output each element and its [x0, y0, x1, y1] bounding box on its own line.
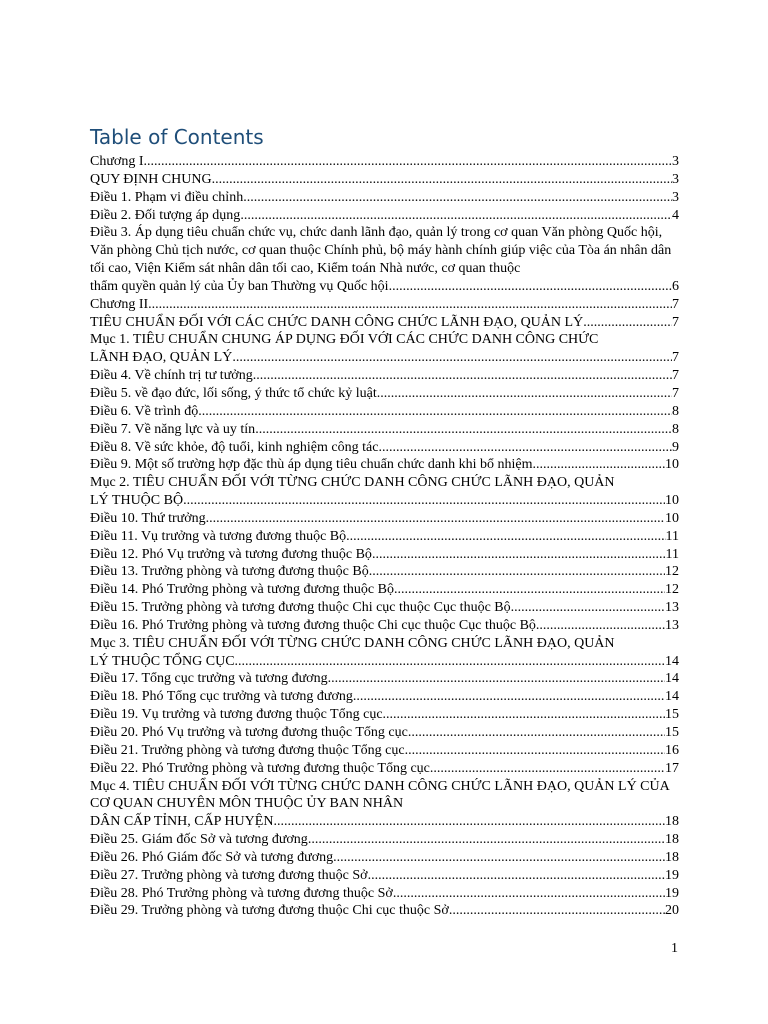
toc-entry-title: Chương I [90, 154, 144, 169]
toc-entry-text: Mục 1. TIÊU CHUẨN CHUNG ÁP DỤNG ĐỐI VỚI CÁC CHỨC DANH CÔNG CHỨC [90, 332, 599, 348]
toc-page-number: 11 [665, 546, 679, 562]
toc-page-number: 7 [672, 296, 679, 312]
toc-leader-dots [369, 563, 665, 581]
toc-entry[interactable] [90, 724, 679, 742]
toc-entry-title: Điều 25. Giám đốc Sở và tương đương [90, 832, 308, 848]
toc-entry-title: Điều 6. Về trình độ [90, 403, 199, 419]
toc-page-number: 19 [665, 867, 679, 883]
toc-leader-dots [206, 510, 665, 528]
toc-page-number: 15 [665, 725, 679, 740]
toc-entry-title: Điều 20. Phó Vụ trưởng và tương đương thuộc Tổng cục [90, 725, 408, 740]
toc-leader-dots [353, 688, 665, 706]
toc-entry[interactable] [90, 546, 679, 564]
toc-leader-dots [372, 546, 666, 564]
toc-entry[interactable] [90, 635, 679, 671]
toc-leader-dots [183, 492, 665, 510]
toc-leader-dots [394, 581, 665, 599]
toc-page-number: 12 [665, 564, 679, 580]
toc-leader-dots [198, 403, 672, 421]
toc-entry[interactable] [90, 153, 679, 171]
toc-leader-dots [232, 349, 672, 367]
toc-page-number: 4 [672, 207, 679, 223]
toc-leader-dots [378, 439, 672, 457]
toc-entry-title: Điều 28. Phó Trưởng phòng và tương đương thuộc Sở [90, 885, 393, 901]
toc-entry-title: Điều 5. về đạo đức, lối sống, ý thức tổ chức kỷ luật [90, 385, 377, 401]
toc-entry-title: Điều 16. Phó Trưởng phòng và tương đương thuộc Chi cục thuộc Cục thuộc Bộ [90, 617, 536, 633]
toc-page-number: 7 [672, 350, 679, 366]
toc-entry[interactable] [90, 510, 679, 528]
toc-entry[interactable] [90, 224, 679, 295]
toc-entry-title: Điều 18. Phó Tổng cục trưởng và tương đương [90, 689, 353, 705]
toc-leader-dots [273, 813, 665, 831]
toc-page-number: 11 [665, 528, 679, 544]
toc-entry-title: Điều 11. Vụ trưởng và tương đương thuộc Bộ [90, 528, 347, 544]
toc-page-number: 3 [672, 154, 679, 169]
toc-page-number: 10 [665, 510, 679, 526]
toc-entry-title: Điều 14. Phó Trưởng phòng và tương đương thuộc Bộ [90, 582, 394, 598]
toc-entry-title: Điều 27. Trưởng phòng và tương đương thuộc Sở [90, 867, 368, 883]
toc-leader-dots [511, 599, 665, 617]
toc-page-number: 13 [665, 617, 679, 633]
toc-entry-title: LÃNH ĐẠO, QUẢN LÝ [90, 350, 233, 366]
toc-entry-title: LÝ THUỘC TỔNG CỤC [90, 653, 235, 669]
toc-page-number: 8 [672, 421, 679, 437]
toc-entry[interactable] [90, 617, 679, 635]
toc-entry-title: DÂN CẤP TỈNH, CẤP HUYỆN [90, 814, 274, 830]
toc-entry-title: thẩm quyền quản lý của Ủy ban Thường vụ Quốc hội [90, 278, 389, 294]
toc-leader-dots [383, 706, 665, 724]
toc-entry-text: Mục 3. TIÊU CHUẨN ĐỐI VỚI TỪNG CHỨC DANH CÔNG CHỨC LÃNH ĐẠO, QUẢN [90, 635, 615, 651]
toc-page-number: 14 [665, 671, 679, 687]
toc-entry-title: Điều 19. Vụ trưởng và tương đương thuộc Tổng cục [90, 707, 383, 723]
toc-leader-dots [144, 153, 673, 171]
toc-entry[interactable] [90, 385, 679, 403]
toc-entry[interactable] [90, 296, 679, 314]
toc-page-number: 17 [665, 760, 679, 776]
toc-entry[interactable] [90, 831, 679, 849]
toc-entry[interactable] [90, 403, 679, 421]
toc-entry-title: Điều 15. Trưởng phòng và tương đương thuộc Chi cục thuộc Cục thuộc Bộ [90, 600, 511, 616]
toc-leader-dots [346, 528, 665, 546]
toc-page-number: 10 [665, 457, 679, 473]
toc-entry[interactable] [90, 688, 679, 706]
toc-page-number: 7 [672, 385, 679, 401]
toc-leader-dots [253, 367, 672, 385]
toc-entry-title: LÝ THUỘC BỘ [90, 493, 184, 509]
toc-page-number: 15 [665, 707, 679, 723]
toc-entry-title: Chương II [90, 296, 149, 312]
toc-entry[interactable] [90, 421, 679, 439]
toc-leader-dots [240, 207, 672, 225]
toc-entry[interactable] [90, 207, 679, 225]
toc-leader-dots [243, 189, 672, 207]
toc-page-number: 19 [665, 885, 679, 901]
toc-page-number: 18 [665, 814, 679, 830]
toc-entry[interactable] [90, 439, 679, 457]
toc-page-number: 9 [672, 439, 679, 455]
toc-entry[interactable] [90, 528, 679, 546]
toc-entry-text: Điều 3. Áp dụng tiêu chuẩn chức vụ, chức danh lãnh đạo, quản lý trong cơ quan Văn phòng Quốc hội, Văn phòng Chủ tịch nước, cơ quan thuộc Chính phủ, bộ máy hành chính giúp việc của Tòa án nhân dân tối cao, Viện Kiểm sát nhân dân tối cao, Kiểm toán Nhà nước, cơ quan thuộc [90, 225, 672, 277]
toc-leader-dots [212, 171, 672, 189]
toc-leader-dots [255, 421, 672, 439]
toc-page-number: 7 [672, 314, 679, 330]
toc-entry-title: Điều 10. Thứ trưởng [90, 510, 206, 526]
toc-leader-dots [389, 278, 672, 296]
toc-entry[interactable] [90, 314, 679, 332]
toc-list [90, 153, 679, 920]
toc-leader-dots [148, 296, 672, 314]
toc-leader-dots [408, 724, 665, 742]
toc-page-number: 16 [665, 742, 679, 758]
toc-entry[interactable] [90, 849, 679, 867]
toc-leader-dots [449, 902, 665, 920]
page-number: 1 [671, 941, 678, 956]
toc-page-number: 3 [672, 189, 679, 205]
toc-entry-title: TIÊU CHUẨN ĐỐI VỚI CÁC CHỨC DANH CÔNG CHỨC LÃNH ĐẠO, QUẢN LÝ [90, 314, 584, 330]
toc-leader-dots [393, 885, 665, 903]
toc-page-number: 20 [665, 903, 679, 919]
toc-leader-dots [405, 742, 665, 760]
toc-entry-title: Điều 29. Trưởng phòng và tương đương thuộc Chi cục thuộc Sở [90, 903, 449, 919]
toc-page-number: 12 [665, 582, 679, 598]
toc-entry-title: Điều 22. Phó Trưởng phòng và tương đương thuộc Tổng cục [90, 760, 430, 776]
toc-entry[interactable] [90, 331, 679, 367]
toc-page-number: 3 [672, 171, 679, 187]
toc-leader-dots [430, 760, 665, 778]
toc-entry-title: Điều 21. Trưởng phòng và tương đương thuộc Tổng cục [90, 742, 405, 758]
toc-leader-dots [308, 831, 665, 849]
toc-leader-dots [333, 849, 665, 867]
toc-leader-dots [377, 385, 672, 403]
toc-entry[interactable] [90, 189, 679, 207]
toc-page-number: 13 [665, 600, 679, 616]
toc-entry[interactable] [90, 902, 679, 920]
toc-entry[interactable] [90, 670, 679, 688]
toc-entry-title: Điều 7. Về năng lực và uy tín [90, 421, 256, 437]
toc-entry[interactable] [90, 367, 679, 385]
toc-entry-title: Điều 17. Tổng cục trưởng và tương đương [90, 671, 328, 687]
toc-entry-title: QUY ĐỊNH CHUNG [90, 171, 212, 187]
toc-entry[interactable] [90, 760, 679, 778]
toc-entry-title: Điều 1. Phạm vi điều chỉnh [90, 189, 244, 205]
toc-entry[interactable] [90, 599, 679, 617]
toc-entry[interactable] [90, 885, 679, 903]
toc-entry-title: Điều 13. Trưởng phòng và tương đương thuộc Bộ [90, 564, 369, 580]
toc-page-number: 10 [665, 493, 679, 509]
toc-leader-dots [583, 314, 672, 332]
toc-leader-dots [368, 867, 665, 885]
toc-entry[interactable] [90, 778, 679, 832]
toc-leader-dots [328, 670, 665, 688]
toc-title: Table of Contents [90, 125, 264, 149]
toc-page-number: 6 [672, 278, 679, 294]
toc-entry[interactable] [90, 742, 679, 760]
toc-entry[interactable] [90, 171, 679, 189]
toc-entry[interactable] [90, 867, 679, 885]
toc-entry-text: Mục 4. TIÊU CHUẨN ĐỐI VỚI TỪNG CHỨC DANH CÔNG CHỨC LÃNH ĐẠO, QUẢN LÝ CỦA CƠ QUAN CHUYÊN MÔN THUỘC ỦY BAN NHÂN [90, 778, 669, 812]
toc-entry-title: Điều 26. Phó Giám đốc Sở và tương đương [90, 849, 334, 865]
toc-entry[interactable] [90, 563, 679, 581]
toc-entry[interactable] [90, 581, 679, 599]
toc-entry-title: Điều 8. Về sức khỏe, độ tuổi, kinh nghiệm công tác [90, 439, 379, 455]
toc-page-number: 18 [665, 849, 679, 865]
toc-page-number: 18 [665, 832, 679, 848]
toc-entry[interactable] [90, 474, 679, 510]
toc-entry-title: Điều 9. Một số trường hợp đặc thù áp dụng tiêu chuẩn chức danh khi bổ nhiệm [90, 457, 533, 473]
toc-entry-title: Điều 4. Về chính trị tư tưởng [90, 368, 253, 384]
toc-leader-dots [536, 617, 665, 635]
toc-entry[interactable] [90, 706, 679, 724]
toc-entry-text: Mục 2. TIÊU CHUẨN ĐỐI VỚI TỪNG CHỨC DANH CÔNG CHỨC LÃNH ĐẠO, QUẢN [90, 475, 615, 491]
toc-leader-dots [533, 456, 665, 474]
toc-entry-title: Điều 2. Đối tượng áp dụng [90, 207, 241, 223]
toc-page-number: 14 [665, 689, 679, 705]
toc-entry[interactable] [90, 456, 679, 474]
toc-page-number: 14 [665, 653, 679, 669]
toc-leader-dots [235, 653, 665, 671]
toc-page-number: 8 [672, 403, 679, 419]
toc-page-number: 7 [672, 368, 679, 384]
toc-entry-title: Điều 12. Phó Vụ trưởng và tương đương thuộc Bộ [90, 546, 372, 562]
